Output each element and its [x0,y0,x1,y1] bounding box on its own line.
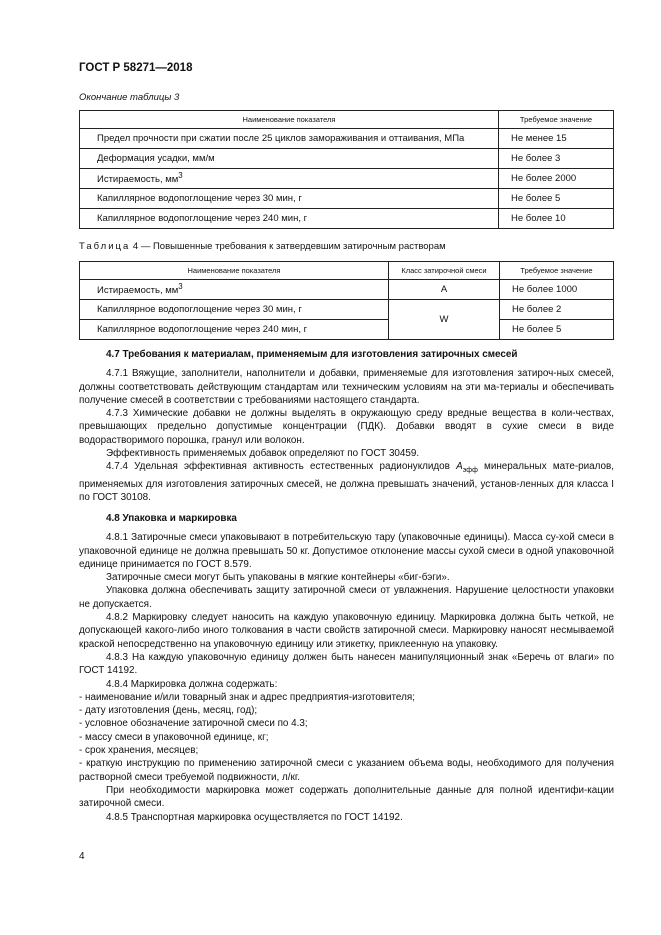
table-cell: Капиллярное водопоглощение через 240 мин, г [80,320,389,340]
table-cell: A [389,280,500,300]
table-cell: Не более 5 [499,189,614,209]
table-row [80,169,614,189]
paragraph: 4.8.2 Маркировку следует наносить на каждую упаковочную единицу. Маркировка должна быть четкой, не допускающей какого-либо иного толкования в части свойств затирочной смеси. Маркировку наносят несмываемой краской непосредственно на упаковочную единицу или этикетку, приклеенную на упаковку. [79,612,614,650]
table-cell: Не более 5 [500,320,614,340]
section-heading: 4.8 Упаковка и маркировка [106,513,237,524]
table-cell: W [389,300,500,340]
paragraph: 4.8.5 Транспортная маркировка осуществляется по ГОСТ 14192. [106,811,403,823]
table-cell: Не более 2 [500,300,614,320]
table-row [80,300,614,320]
table-header-row [80,262,614,280]
table-cell: Капиллярное водопоглощение через 240 мин, г [80,209,499,229]
table-cell: Деформация усадки, мм/м [80,149,499,169]
paragraph: 4.7.1 Вяжущие, заполнители, наполнители и добавки, применяемые для изготовления затироч-ных смесей, должны соответствовать действующим стандартам или техническим условиям на эти ма-териалы и обеспечивать получение смесей в соответствии с требованиями настоящего стандарта. [79,368,614,406]
table4-caption-prefix: Таблица [79,241,131,252]
symbol: A [456,461,463,473]
paragraph: 4.8.1 Затирочные смеси упаковывают в потребительскую тару (упаковочные единицы). Масса су-хой смеси в упаковочной единице не должна превышать 50 кг. Допустимое отклонение массы сухой смеси в одной упаковочной единице принимается по ГОСТ 8.579. [79,532,614,570]
table4-caption-text: 4 — Повышенные требования к затвердевшим затирочным растворам [132,241,446,252]
list-item: - дату изготовления (день, месяц, год); [79,705,258,717]
paragraph: 4.8.4 Маркировка должна содержать: [106,678,278,690]
cell-text: Истираемость, мм [97,174,179,186]
table-row [80,189,614,209]
table-cell: Не менее 15 [499,129,614,149]
table-cell [80,169,499,189]
paragraph-text: минеральных мате-риалов, применяемых для изготовления затирочных смесей, не должна превышать значений, установ-ленных для класса I по ГОСТ 30108. [79,461,614,503]
superscript: 3 [178,171,183,181]
list-item: - срок хранения, месяцев; [79,745,199,757]
table-cell: Не более 1000 [500,280,614,300]
section-4-8 [79,512,614,824]
column-header: Наименование показателя [80,111,499,129]
section-4-7 [79,348,614,504]
cell-text: Истираемость, мм [97,285,179,297]
table-cell: Капиллярное водопоглощение через 30 мин, г [80,189,499,209]
column-header: Класс затирочной смеси [389,262,500,280]
paragraph: Затирочные смеси могут быть упакованы в мягкие контейнеры «биг-бэги». [106,572,450,584]
list-item: - массу смеси в упаковочной единице, кг; [79,731,269,743]
paragraph: Эффективность применяемых добавок определяют по ГОСТ 30459. [106,448,420,460]
table-row [80,209,614,229]
paragraph: Упаковка должна обеспечивать защиту затирочной смеси от увлажнения. Нарушение целостности упаковки не допускается. [79,585,614,610]
table-row [80,129,614,149]
superscript: 3 [178,282,183,292]
table-cell: Не более 10 [499,209,614,229]
document-header: ГОСТ Р 58271—2018 [79,62,193,74]
list-item: - наименование и/или товарный знак и адрес предприятия-изготовителя; [79,691,415,703]
list-item: - краткую инструкцию по применению затирочной смеси с указанием объема воды, необходимого для получения растворной смеси требуемой подвижности, л/кг. [79,758,614,783]
paragraph: 4.7.3 Химические добавки не должны выделять в окружающую среду вредные вещества в коли-чествах, превышающих предельно допустимые концентрации (ПДК). Добавки вводят в сухие смеси в виде водорастворимого порошка, гранул или волокон. [79,408,614,446]
table-header-row [80,111,614,129]
table-row [80,149,614,169]
table-cell: Предел прочности при сжатии после 25 циклов замораживания и оттаивания, МПа [80,129,499,149]
paragraph: При необходимости маркировка может содержать дополнительные данные для полной идентифи-кации затирочной смеси. [79,784,614,810]
page-number: 4 [79,851,85,862]
table4-caption [79,241,446,252]
section-heading: 4.7 Требования к материалам, применяемым для изготовления затирочных смесей [106,349,518,360]
subscript: эфф [462,467,478,475]
table-cell: Не более 2000 [499,169,614,189]
table3-caption: Окончание таблицы 3 [79,92,180,103]
table-3 [79,110,614,229]
column-header: Наименование показателя [80,262,389,280]
column-header: Требуемое значение [500,262,614,280]
paragraph: 4.8.3 На каждую упаковочную единицу должен быть нанесен манипуляционный знак «Беречь от влаги» по ГОСТ 14192. [79,651,614,677]
table-row [80,320,614,340]
column-header: Требуемое значение [499,111,614,129]
table-cell [80,280,389,300]
table-cell: Не более 3 [499,149,614,169]
table-row [80,280,614,300]
table-cell: Капиллярное водопоглощение через 30 мин, г [80,300,389,320]
paragraph-text: 4.7.4 Удельная эффективная активность естественных радионуклидов [106,461,457,473]
paragraph [79,460,614,504]
table-4 [79,261,614,340]
list-item: - условное обозначение затирочной смеси по 4.3; [79,718,308,730]
